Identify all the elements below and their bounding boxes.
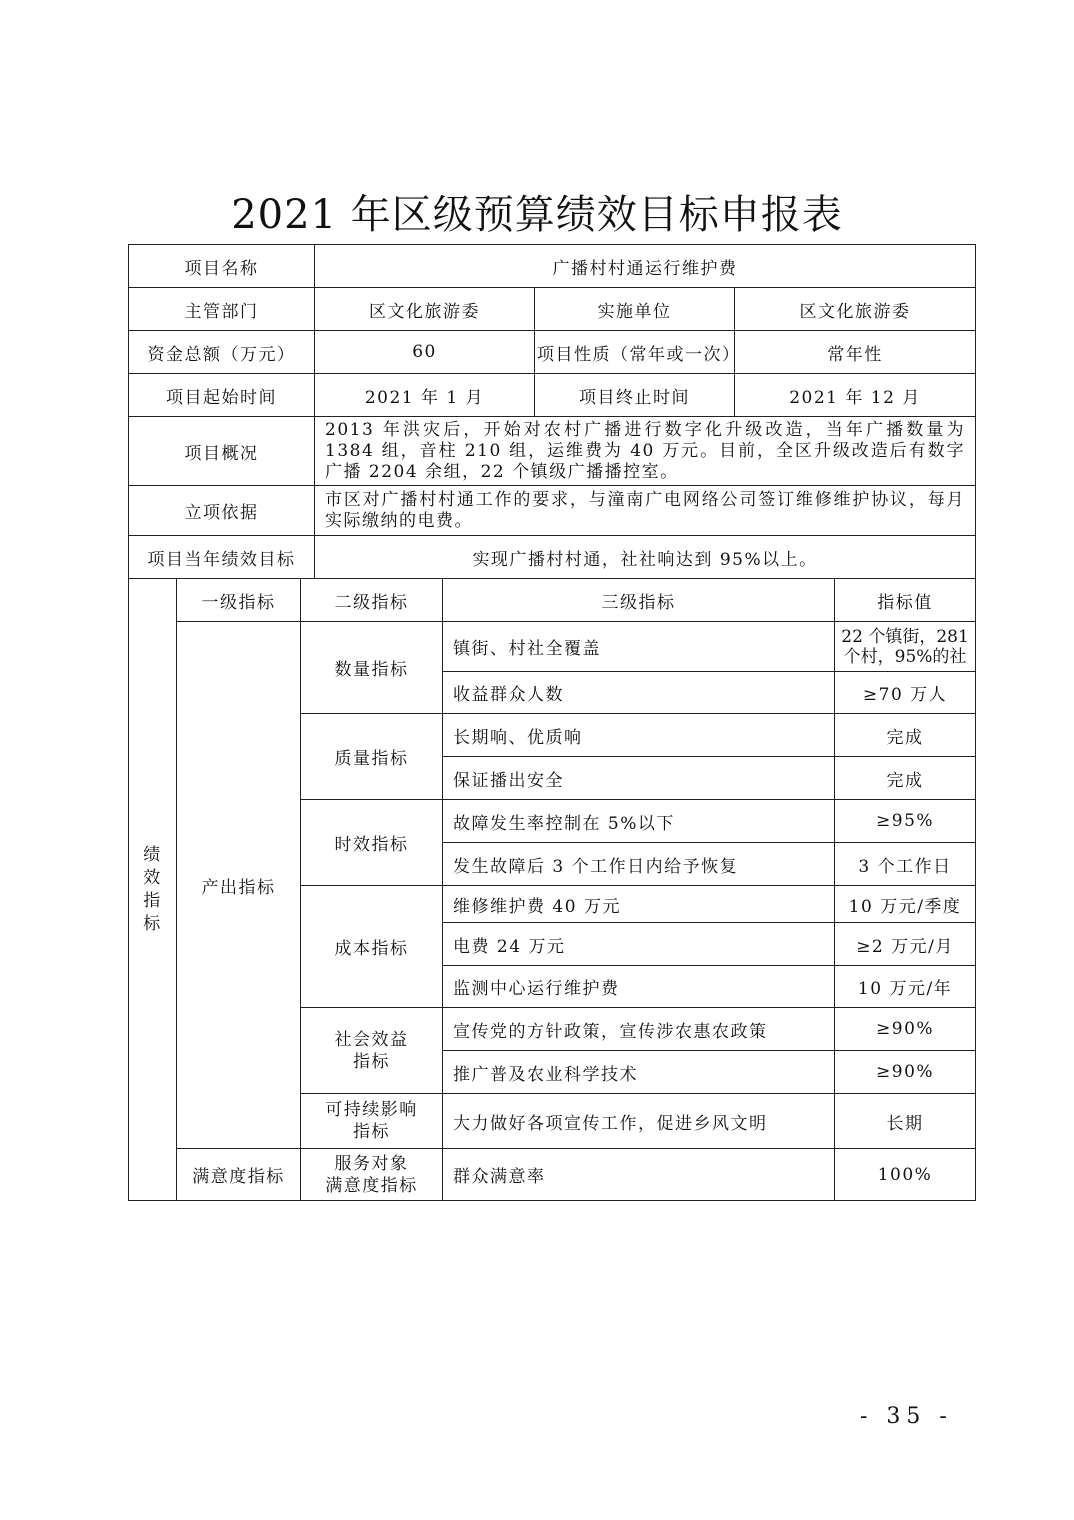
impl-unit-value: 区文化旅游委 bbox=[735, 288, 976, 331]
table-row-value: 3 个工作日 bbox=[835, 843, 976, 886]
table-row-name: 保证播出安全 bbox=[443, 757, 835, 800]
goal-label: 项目当年绩效目标 bbox=[129, 536, 315, 579]
table-row-name: 故障发生率控制在 5%以下 bbox=[443, 800, 835, 843]
overview-label: 项目概况 bbox=[129, 417, 315, 486]
end-time-value: 2021 年 12 月 bbox=[735, 374, 976, 417]
table-row-value: 长期 bbox=[835, 1094, 976, 1149]
project-name-value: 广播村村通运行维护费 bbox=[315, 245, 976, 288]
quality-indicator-label: 质量指标 bbox=[301, 714, 443, 800]
table-row-value: ≥95% bbox=[835, 800, 976, 843]
nature-label: 项目性质（常年或一次） bbox=[535, 331, 735, 374]
cost-indicator-label: 成本指标 bbox=[301, 886, 443, 1008]
table-row-value: ≥2 万元/月 bbox=[835, 923, 976, 966]
sustainability-indicator-label: 可持续影响 指标 bbox=[301, 1094, 443, 1149]
nature-value: 常年性 bbox=[735, 331, 976, 374]
performance-indicators-section-label: 绩 效 指 标 bbox=[129, 579, 177, 1201]
funds-label: 资金总额（万元） bbox=[129, 331, 315, 374]
start-time-label: 项目起始时间 bbox=[129, 374, 315, 417]
table-row-name: 监测中心运行维护费 bbox=[443, 966, 835, 1008]
page-number: - 35 - bbox=[860, 1404, 953, 1429]
overview-value: 2013 年洪灾后，开始对农村广播进行数字化升级改造，当年广播数量为 1384 组，音柱 210 组，运维费为 40 万元。目前，全区升级改造后有数字广播 2204 余组，22 个镇级广播播控室。 bbox=[315, 417, 976, 486]
header-value: 指标值 bbox=[835, 579, 976, 622]
header-level2: 二级指标 bbox=[301, 579, 443, 622]
header-level3: 三级指标 bbox=[443, 579, 835, 622]
impl-unit-label: 实施单位 bbox=[535, 288, 735, 331]
table-row-name: 推广普及农业科学技术 bbox=[443, 1051, 835, 1094]
table-row-name: 维修维护费 40 万元 bbox=[443, 886, 835, 923]
table-row-value: 完成 bbox=[835, 714, 976, 757]
table-row-name: 长期响、优质响 bbox=[443, 714, 835, 757]
output-indicator-label: 产出指标 bbox=[177, 622, 301, 1149]
table-row-name: 群众满意率 bbox=[443, 1149, 835, 1201]
timeliness-indicator-label: 时效指标 bbox=[301, 800, 443, 886]
table-row-value: ≥90% bbox=[835, 1051, 976, 1094]
table-row-value: ≥90% bbox=[835, 1008, 976, 1051]
service-satisfaction-label: 服务对象 满意度指标 bbox=[301, 1149, 443, 1201]
social-benefit-indicator-label: 社会效益 指标 bbox=[301, 1008, 443, 1094]
table-row-value: 完成 bbox=[835, 757, 976, 800]
start-time-value: 2021 年 1 月 bbox=[315, 374, 535, 417]
table-row-name: 宣传党的方针政策，宣传涉农惠农政策 bbox=[443, 1008, 835, 1051]
table-row-value: 22 个镇街，281 个村，95%的社 bbox=[835, 622, 976, 672]
dept-label: 主管部门 bbox=[129, 288, 315, 331]
table-row-value: 10 万元/季度 bbox=[835, 886, 976, 923]
table-row-value: 100% bbox=[835, 1149, 976, 1201]
goal-value: 实现广播村村通，社社响达到 95%以上。 bbox=[315, 536, 976, 579]
header-level1: 一级指标 bbox=[177, 579, 301, 622]
table-row-name: 大力做好各项宣传工作，促进乡风文明 bbox=[443, 1094, 835, 1149]
dept-value: 区文化旅游委 bbox=[315, 288, 535, 331]
basis-value: 市区对广播村村通工作的要求，与潼南广电网络公司签订维修维护协议，每月实际缴纳的电费。 bbox=[315, 486, 976, 536]
page-title: 2021 年区级预算绩效目标申报表 bbox=[231, 192, 843, 238]
budget-performance-table bbox=[128, 244, 976, 1201]
table-row-name: 电费 24 万元 bbox=[443, 923, 835, 966]
basis-label: 立项依据 bbox=[129, 486, 315, 536]
quantity-indicator-label: 数量指标 bbox=[301, 622, 443, 714]
table-row-name: 镇街、村社全覆盖 bbox=[443, 622, 835, 672]
project-name-label: 项目名称 bbox=[129, 245, 315, 288]
table-row-value: ≥70 万人 bbox=[835, 672, 976, 714]
satisfaction-indicator-label: 满意度指标 bbox=[177, 1149, 301, 1201]
funds-value: 60 bbox=[315, 331, 535, 374]
table-row-name: 收益群众人数 bbox=[443, 672, 835, 714]
end-time-label: 项目终止时间 bbox=[535, 374, 735, 417]
table-row-name: 发生故障后 3 个工作日内给予恢复 bbox=[443, 843, 835, 886]
table-row-value: 10 万元/年 bbox=[835, 966, 976, 1008]
